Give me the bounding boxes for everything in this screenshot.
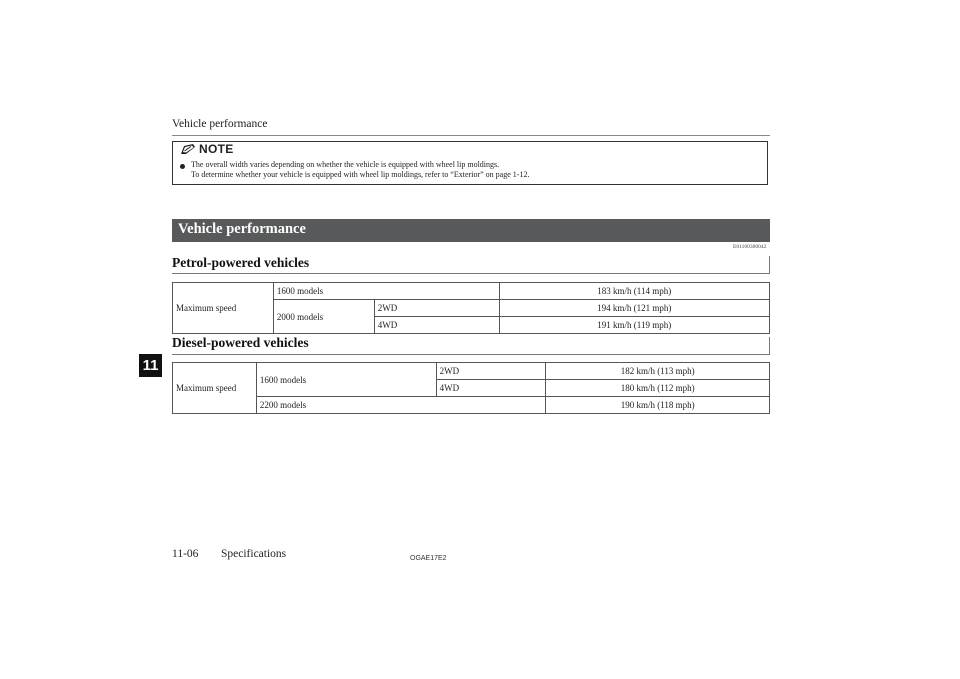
drive-cell: 2WD <box>374 300 499 317</box>
model-cell: 2000 models <box>273 300 374 334</box>
drive-cell: 4WD <box>374 317 499 334</box>
diesel-heading: Diesel-powered vehicles <box>172 335 309 350</box>
note-line-2: To determine whether your vehicle is equipped with wheel lip moldings, refer to “Exterior” on page 1-12. <box>191 170 530 179</box>
petrol-heading-edge <box>769 256 770 274</box>
note-line-1: The overall width varies depending on whether the vehicle is equipped with wheel lip moldings. <box>191 160 500 169</box>
note-label: NOTE <box>199 142 234 156</box>
model-cell: 2200 models <box>256 397 545 414</box>
table-row <box>173 283 770 300</box>
table-row <box>173 397 770 414</box>
document-code: OGAE17E2 <box>410 555 447 562</box>
header-rule <box>172 135 770 136</box>
chapter-tab: 11 <box>139 354 162 377</box>
speed-cell: 194 km/h (121 mph) <box>499 300 770 317</box>
running-head: Vehicle performance <box>172 118 268 130</box>
petrol-heading-rule <box>172 273 770 274</box>
note-title <box>180 142 234 156</box>
page-number: 11-06 <box>172 548 199 560</box>
model-cell: 1600 models <box>273 283 499 300</box>
diesel-heading-edge <box>769 337 770 355</box>
speed-cell: 191 km/h (119 mph) <box>499 317 770 334</box>
section-code: E01100300042 <box>733 244 767 250</box>
table-row <box>173 363 770 380</box>
diesel-heading-rule <box>172 354 770 355</box>
row-label: Maximum speed <box>173 363 257 414</box>
drive-cell: 4WD <box>436 380 546 397</box>
speed-cell: 190 km/h (118 mph) <box>546 397 770 414</box>
speed-cell: 182 km/h (113 mph) <box>546 363 770 380</box>
petrol-speed-table <box>172 282 770 334</box>
bullet-icon <box>180 164 185 169</box>
speed-cell: 183 km/h (114 mph) <box>499 283 770 300</box>
pencil-note-icon <box>180 143 196 156</box>
diesel-speed-table <box>172 362 770 414</box>
section-title: Vehicle performance <box>178 221 306 237</box>
petrol-heading: Petrol-powered vehicles <box>172 255 310 270</box>
chapter-title: Specifications <box>221 548 287 560</box>
row-label: Maximum speed <box>173 283 274 334</box>
speed-cell: 180 km/h (112 mph) <box>546 380 770 397</box>
model-cell: 1600 models <box>256 363 436 397</box>
drive-cell: 2WD <box>436 363 546 380</box>
